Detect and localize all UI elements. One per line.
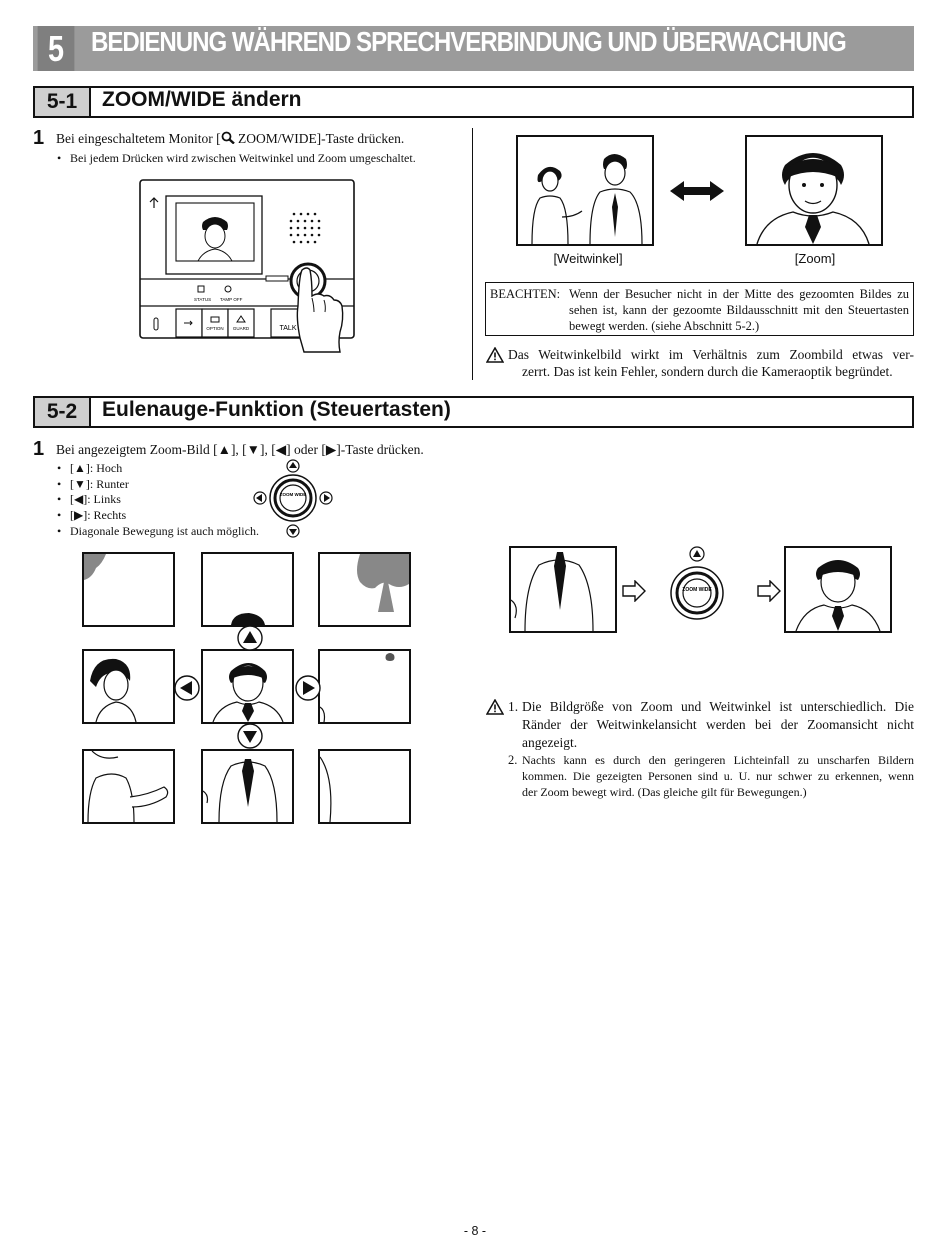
tree-corner <box>84 554 173 625</box>
guard-label: GUARD <box>232 326 250 331</box>
step-instruction <box>56 131 404 147</box>
zoom-view-frame <box>745 135 883 246</box>
note-line-3: bewegt werden. (siehe Abschnitt 5-2.) <box>569 319 760 333</box>
down-arrow-icon <box>237 723 263 749</box>
bullet-up: • [▲]: Hoch <box>70 461 122 477</box>
step-text-b: ZOOM/WIDE]-Taste drücken. <box>234 131 405 146</box>
warning-1-number: 1. <box>508 699 519 714</box>
section-header-5-2 <box>33 396 914 428</box>
warning-1-text <box>522 698 914 752</box>
right-arrow-icon <box>295 675 321 701</box>
man-zoomed <box>203 651 292 722</box>
woman-body <box>84 751 173 822</box>
sequence-arrow-icon <box>622 580 646 602</box>
tamper-label: TAMP OFF <box>220 297 243 302</box>
warning-1-line-2: Ränder der Weitwinkelansicht werden bei der Zoomansicht nicht <box>522 717 914 732</box>
sequence-before-frame <box>509 546 617 633</box>
dpad-label: ZOOM WIDE <box>682 587 712 593</box>
warning-2-number: 2. <box>508 753 518 767</box>
caption-wide: [Weitwinkel] <box>553 251 623 266</box>
step-bullet: • Bei jedem Drücken wird zwischen Weitwinkel und Zoom umgeschaltet. <box>70 151 416 167</box>
warning-line-1: Das Weitwinkelbild wirkt im Verhältnis zum Zoombild etwas ver- <box>508 347 914 362</box>
grid-down <box>201 749 294 824</box>
step-number: 1 <box>33 127 45 149</box>
note-label: BEACHTEN: <box>490 287 561 301</box>
bullet-diagonal: • Diagonale Bewegung ist auch möglich. <box>70 524 259 540</box>
grid-up-right <box>318 552 411 627</box>
man-body <box>203 751 292 822</box>
warning-1-line-3: angezeigt. <box>522 735 578 750</box>
grid-up-left <box>82 552 175 627</box>
status-label: STATUS <box>194 297 212 302</box>
tree-illustration <box>320 554 409 625</box>
warning-2-line-3: der Zoom bewegt wird. (Das gleiche gilt für Bewegungen.) <box>522 785 807 799</box>
warning-line-2: zerrt. Das ist kein Fehler, sondern durch die Kameraoptik begründet. <box>522 364 893 379</box>
dpad-up-illustration <box>667 545 727 623</box>
warning-icon <box>486 347 504 363</box>
step-number: 1 <box>33 438 45 460</box>
chapter-title: BEDIENUNG WÄHREND SPRECHVERBINDUNG UND ÜBERWACHUNG <box>91 26 846 57</box>
warning-1-line-1: Die Bildgröße von Zoom und Weitwinkel ist unterschiedlich. Die <box>522 699 914 714</box>
step-instruction: Bei angezeigtem Zoom-Bild [▲], [▼], [◀] oder [▶]-Taste drücken. <box>56 442 424 457</box>
head-top <box>203 554 292 625</box>
bullet-left: • [◀]: Links <box>70 492 121 508</box>
monitor-illustration <box>138 178 358 353</box>
warning-2-line-1: Nachts kann es durch den geringeren Lichteinfall zu unscharfen Bildern <box>522 753 914 767</box>
man-body-offcenter <box>511 548 615 631</box>
note-text <box>569 286 909 334</box>
warning-icon <box>486 699 504 715</box>
note-box <box>485 282 914 336</box>
warning-text <box>508 346 914 380</box>
step-text-a: Bei eingeschaltetem Monitor [ <box>56 131 221 146</box>
sequence-arrow-icon <box>757 580 781 602</box>
grid-down-left <box>82 749 175 824</box>
wide-view-illustration <box>518 137 652 244</box>
note-line-2: sehen ist, kann der gezoomte Bildausschnitt mit den Steuertasten <box>569 303 909 317</box>
caption-zoom: [Zoom] <box>794 251 836 266</box>
page-number: - 8 - <box>463 1224 487 1238</box>
option-label: OPTION <box>206 326 224 331</box>
bullet-down: • [▼]: Runter <box>70 477 129 493</box>
double-arrow-icon <box>670 181 724 201</box>
dpad-label: ZOOM WIDE <box>279 492 307 497</box>
grid-up <box>201 552 294 627</box>
chapter-header <box>33 26 914 71</box>
right-edge <box>320 651 409 722</box>
magnifier-icon <box>221 131 235 144</box>
section-title: Eulenauge-Funktion (Steuertasten) <box>102 398 451 421</box>
section-number: 5-2 <box>35 398 91 426</box>
grid-center <box>201 649 294 724</box>
sequence-after-frame <box>784 546 892 633</box>
grid-right <box>318 649 411 724</box>
chapter-number: 5 <box>38 26 75 71</box>
warning-2-line-2: kommen. Die gezeigten Personen sind u. U. nur schwer zu erkennen, wenn <box>522 769 914 783</box>
up-arrow-icon <box>237 625 263 651</box>
grid-left <box>82 649 175 724</box>
left-arrow-icon <box>174 675 200 701</box>
section-number: 5-1 <box>35 88 91 116</box>
dpad-illustration <box>252 458 336 540</box>
grid-down-right <box>318 749 411 824</box>
note-line-1: Wenn der Besucher nicht in der Mitte des gezoomten Bildes zu <box>569 287 909 301</box>
section-title: ZOOM/WIDE ändern <box>102 88 302 111</box>
talk-label: TALK <box>279 325 297 332</box>
woman-illustration <box>84 651 173 722</box>
man-zoom-centered <box>786 548 890 631</box>
warning-2-text <box>522 752 914 800</box>
bullet-right: • [▶]: Rechts <box>70 508 126 524</box>
arm-edge <box>320 751 409 822</box>
column-divider <box>472 128 473 380</box>
wide-view-frame <box>516 135 654 246</box>
zoom-view-illustration <box>747 137 881 244</box>
section-header-5-1 <box>33 86 914 118</box>
